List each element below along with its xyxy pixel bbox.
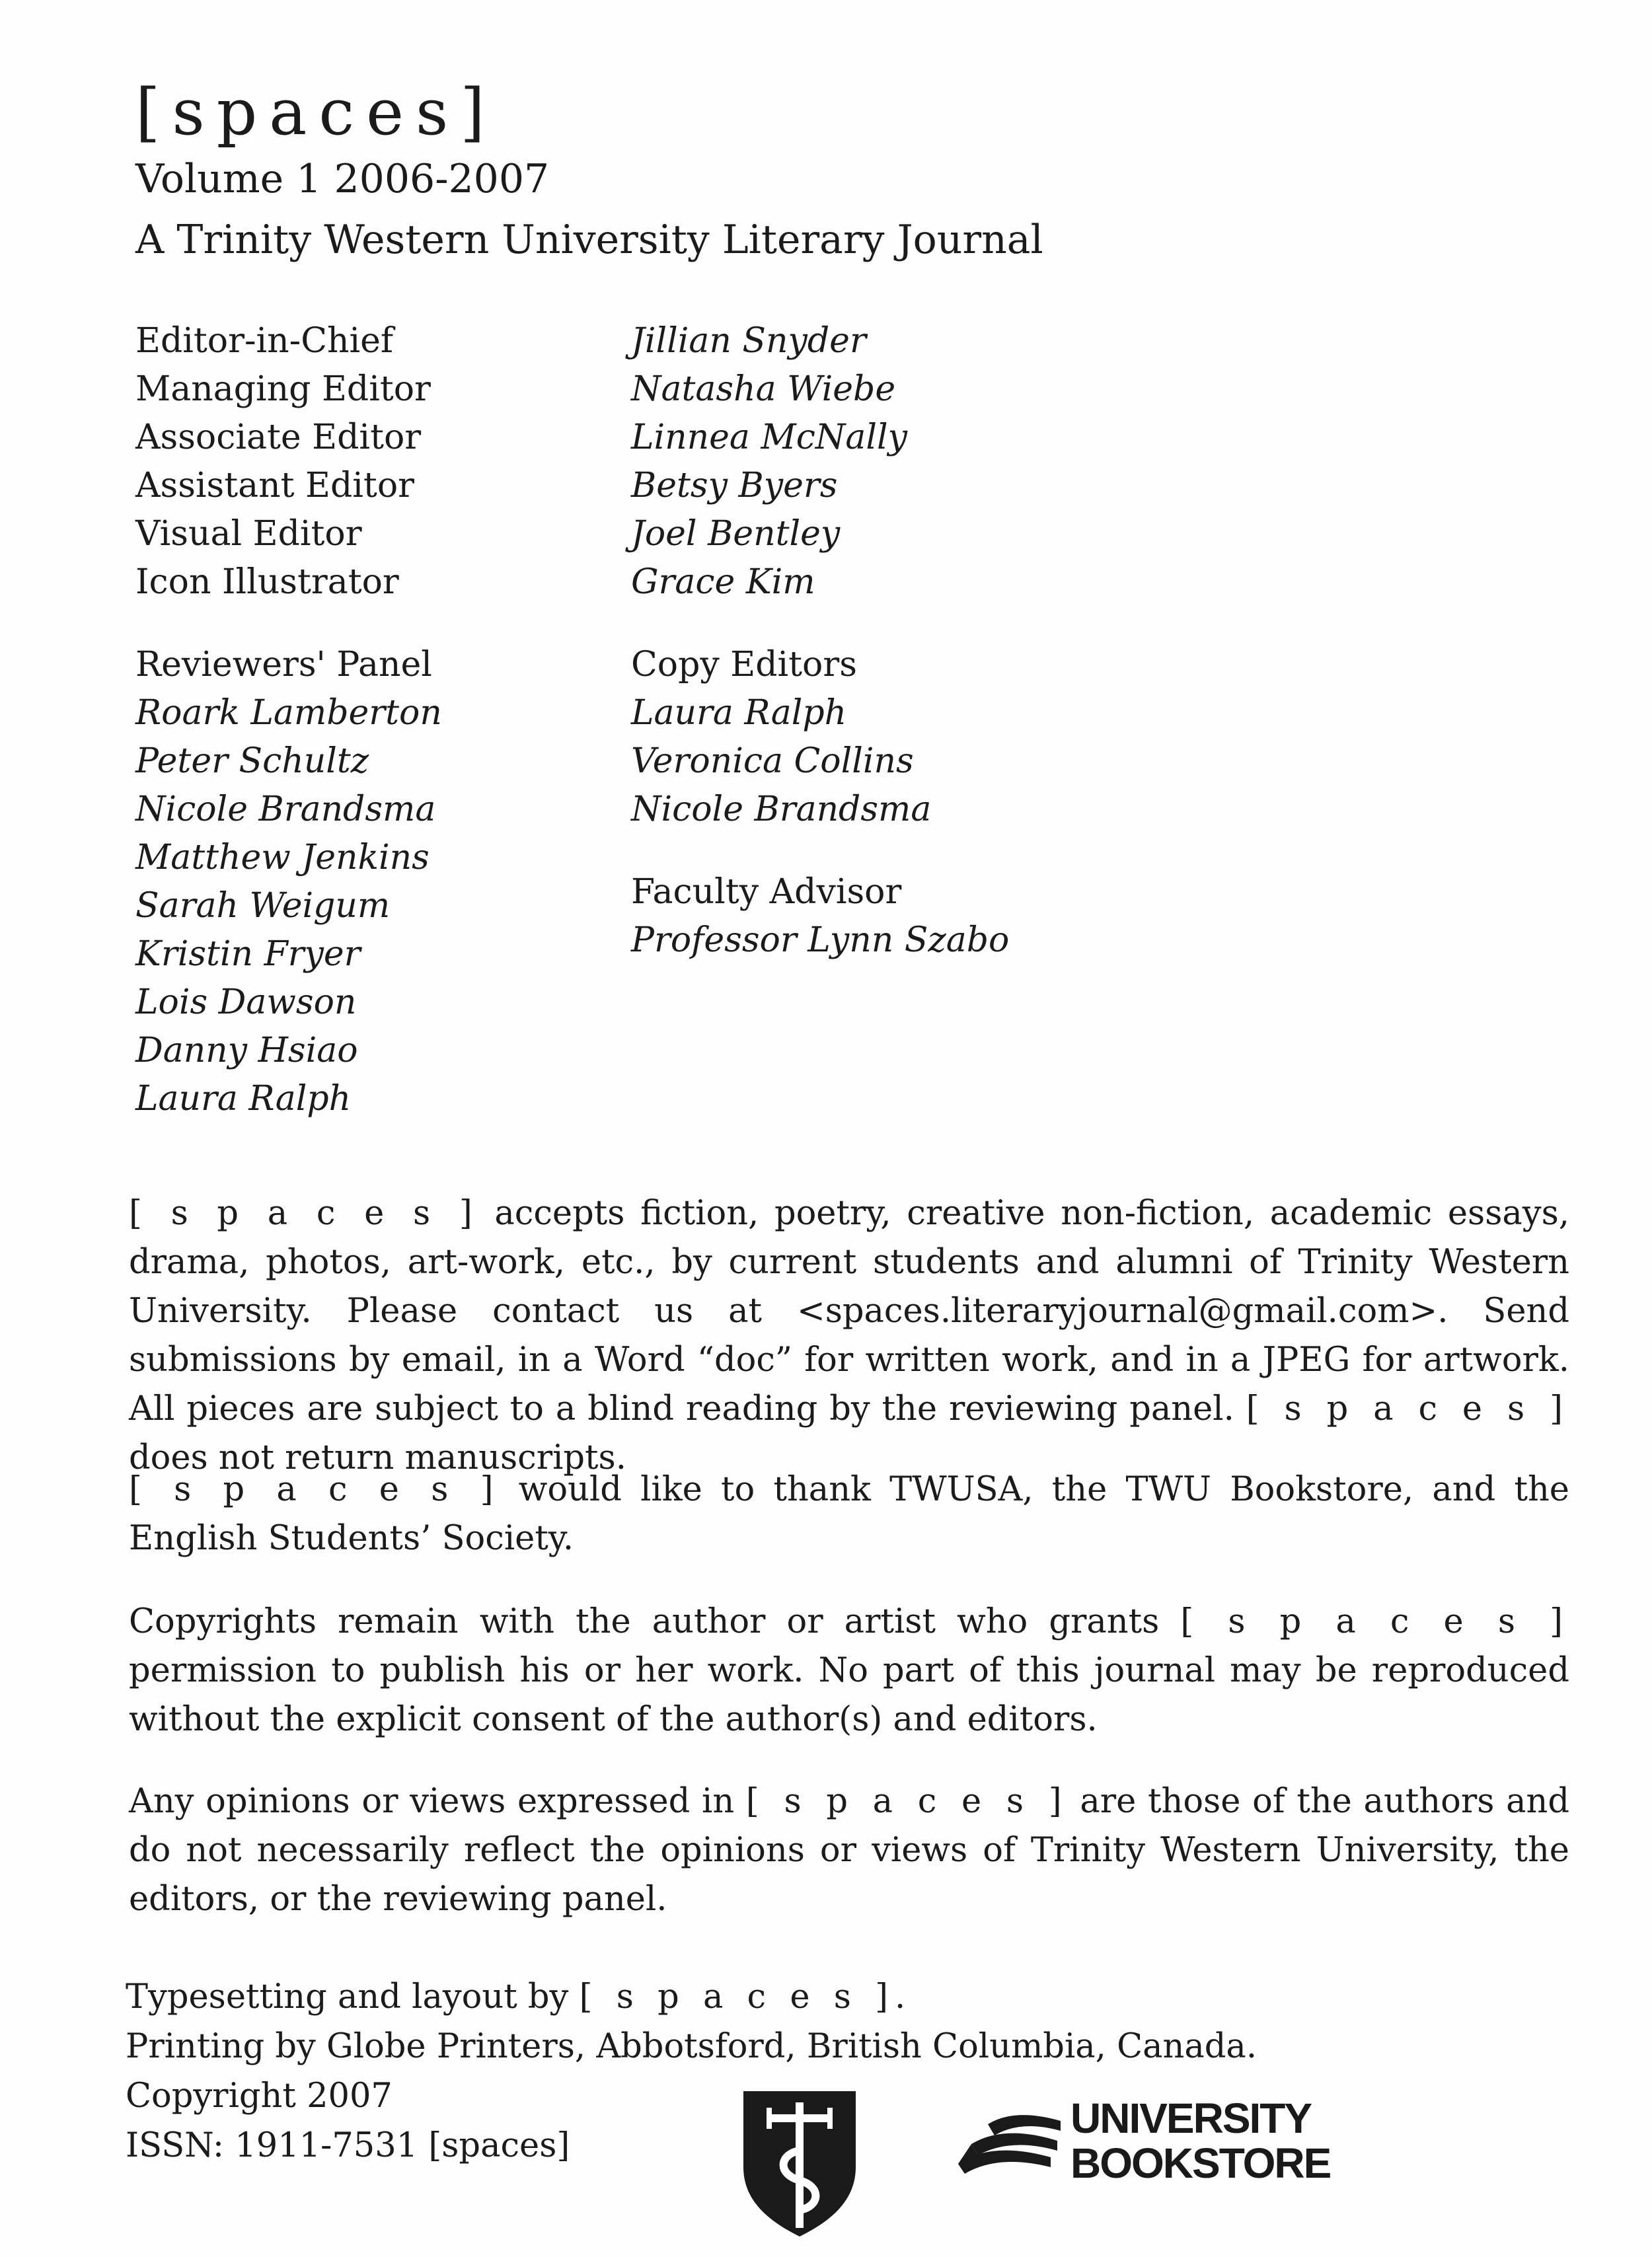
volume-line: Volume 1 2006-2007 <box>135 156 550 202</box>
reviewer-name: Laura Ralph <box>135 1079 352 1119</box>
staff-name: Jillian Snyder <box>631 321 866 361</box>
staff-roles-column <box>135 317 442 1123</box>
typesetting-text: Typesetting and layout by <box>126 1978 580 2016</box>
brand-mark: [ s p a c e s ] <box>1246 1389 1569 1428</box>
role-label: Managing Editor <box>135 369 431 409</box>
reviewer-name: Lois Dawson <box>135 982 357 1022</box>
brand-mark: [ s p a c e s ] <box>129 1194 479 1233</box>
typesetting-line <box>126 1972 1257 2022</box>
copy-editor-name: Laura Ralph <box>631 693 847 733</box>
bookstore-wordmark <box>1070 2096 1330 2186</box>
copy-editor-name: Nicole Brandsma <box>631 790 932 829</box>
reviewers-heading: Reviewers' Panel <box>135 645 432 684</box>
reviewer-name: Kristin Fryer <box>135 934 361 974</box>
reviewer-name: Sarah Weigum <box>135 886 391 926</box>
copyright-text-start: Copyrights remain with the author or artist who grants <box>129 1602 1181 1641</box>
reviewer-name: Roark Lamberton <box>135 693 442 733</box>
reviewer-name: Nicole Brandsma <box>135 790 436 829</box>
staff-names-column <box>631 317 1009 965</box>
reviewer-name: Peter Schultz <box>135 741 369 781</box>
bookstore-emblem-icon <box>952 2094 1064 2194</box>
brand-mark: [ s p a c e s ] <box>1180 1602 1569 1641</box>
faculty-advisor-heading: Faculty Advisor <box>631 872 902 912</box>
brand-mark: [ s p a c e s ] <box>579 1978 895 2016</box>
copyright-line: Copyright 2007 <box>126 2077 393 2116</box>
twu-crest-logo <box>740 2088 859 2240</box>
disclaimer-text-end: are those of the authors and do not necessarily reflect the opinions or views of Trinity Western University, the editors, or the reviewing panel. <box>129 1782 1569 1919</box>
bookstore-line1: UNIVERSITY <box>1070 2094 1312 2142</box>
thanks-paragraph <box>129 1465 1569 1563</box>
staff-name: Joel Bentley <box>631 514 841 554</box>
brand-mark: [ s p a c e s ] <box>129 1470 500 1509</box>
copyright-text-end: permission to publish his or her work. No part of this journal may be reproduced without the explicit consent of the author(s) and editors. <box>129 1651 1569 1739</box>
printing-line: Printing by Globe Printers, Abbotsford, British Columbia, Canada. <box>126 2027 1258 2066</box>
role-label: Assistant Editor <box>135 466 414 505</box>
thanks-text: would like to thank TWUSA, the TWU Bookstore, and the English Students’ Society. <box>129 1470 1569 1558</box>
university-bookstore-logo <box>952 2094 1401 2194</box>
submissions-paragraph <box>129 1189 1569 1483</box>
role-label: Icon Illustrator <box>135 562 399 602</box>
submissions-text: accepts fiction, poetry, creative non-fiction, academic essays, drama, photos, art-work, etc., by current students and alumni of Trinity Western University. Please contact us at <spaces.literaryjournal@gmail.com>. Send submissions by email, in a Word “doc” for written work, and in a JPEG for artwork. All pieces are subject to a blind reading by the reviewing panel. <box>129 1194 1569 1428</box>
staff-name: Linnea McNally <box>631 418 907 457</box>
reviewer-name: Danny Hsiao <box>135 1031 358 1070</box>
bookstore-line2: BOOKSTORE <box>1070 2139 1331 2187</box>
disclaimer-text-start: Any opinions or views expressed in <box>129 1782 746 1821</box>
staff-name: Betsy Byers <box>631 466 838 505</box>
masthead <box>135 76 1043 270</box>
faculty-advisor-name: Professor Lynn Szabo <box>631 920 1010 960</box>
issn-line: ISSN: 1911-7531 [spaces] <box>126 2126 570 2165</box>
disclaimer-paragraph <box>129 1777 1569 1924</box>
reviewer-name: Matthew Jenkins <box>135 838 430 877</box>
typesetting-period: . <box>895 1978 906 2016</box>
copyright-paragraph <box>129 1598 1569 1744</box>
role-label: Editor-in-Chief <box>135 321 394 361</box>
role-label: Visual Editor <box>135 514 362 554</box>
copy-editor-name: Veronica Collins <box>631 741 914 781</box>
staff-name: Grace Kim <box>631 562 815 602</box>
submissions-text-end: does not return manuscripts. <box>129 1438 626 1477</box>
copy-editors-heading: Copy Editors <box>631 645 857 684</box>
journal-subtitle: A Trinity Western University Literary Journal <box>135 217 1043 263</box>
staff-name: Natasha Wiebe <box>631 369 896 409</box>
brand-mark: [ s p a c e s ] <box>745 1782 1069 1821</box>
role-label: Associate Editor <box>135 418 422 457</box>
journal-title: [spaces] <box>135 75 497 149</box>
